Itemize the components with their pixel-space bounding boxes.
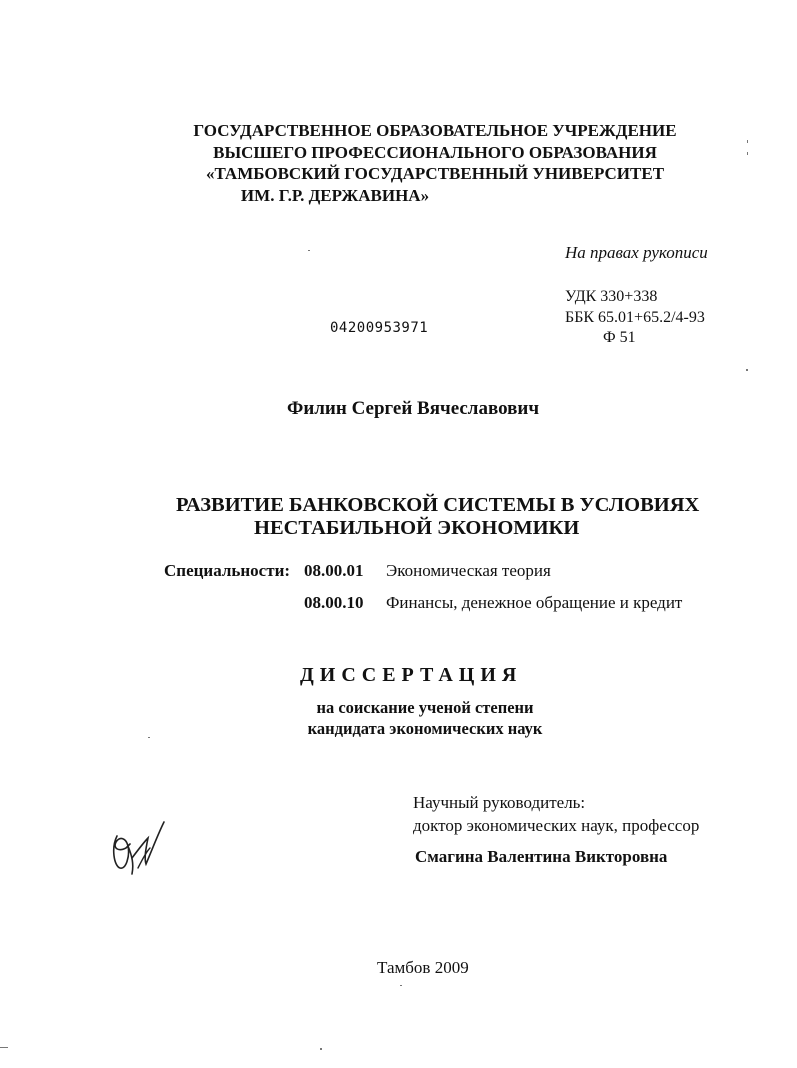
scan-speck — [746, 369, 748, 371]
advisor-label: Научный руководитель: — [413, 793, 586, 812]
institution-header — [0, 120, 797, 206]
institution-line-1: ГОСУДАРСТВЕННОЕ ОБРАЗОВАТЕЛЬНОЕ УЧРЕЖДЕНИЕ — [193, 121, 677, 140]
rights-note: На правах рукописи — [565, 243, 708, 262]
scan-speck — [747, 140, 748, 143]
institution-line-4: ИМ. Г.Р. ДЕРЖАВИНА» — [240, 185, 430, 205]
title-line-1: РАЗВИТИЕ БАНКОВСКОЙ СИСТЕМЫ В УСЛОВИЯХ — [176, 494, 700, 516]
degree-line-2: кандидата экономических наук — [307, 719, 543, 738]
advisor-title: доктор экономических наук, профессор — [413, 816, 700, 835]
scan-speck — [308, 250, 310, 251]
scan-speck — [148, 737, 150, 738]
document-type: ДИССЕРТАЦИЯ — [300, 664, 523, 686]
author-mark: Ф 51 — [603, 329, 636, 346]
dissertation-title — [176, 494, 699, 540]
specialty-code-1: 08.00.01 — [304, 561, 364, 580]
handwritten-signature — [108, 818, 168, 878]
author-name: Филин Сергей Вячеславович — [287, 398, 540, 419]
scan-speck — [747, 152, 748, 155]
institution-line-2: ВЫСШЕГО ПРОФЕССИОНАЛЬНОГО ОБРАЗОВАНИЯ — [213, 142, 657, 162]
degree-line-1: на соискание ученой степени — [316, 698, 534, 717]
degree-sought — [0, 697, 797, 739]
title-line-2: НЕСТАБИЛЬНОЙ ЭКОНОМИКИ — [254, 517, 580, 539]
institution-line-3: «ТАМБОВСКИЙ ГОСУДАРСТВЕННЫЙ УНИВЕРСИТЕТ — [205, 164, 665, 183]
inventory-number: 04200953971 — [330, 320, 429, 336]
specialty-code-2: 08.00.10 — [304, 593, 364, 612]
scan-speck — [0, 1047, 8, 1048]
advisor-name: Смагина Валентина Викторовна — [415, 847, 668, 866]
udk-code: УДК 330+338 — [565, 288, 658, 305]
specialties-label: Специальности: — [164, 561, 291, 580]
specialty-name-1: Экономическая теория — [386, 561, 551, 580]
bbk-code: ББК 65.01+65.2/4-93 — [565, 308, 705, 326]
scan-speck — [320, 1048, 322, 1050]
specialty-name-2: Финансы, денежное обращение и кредит — [386, 593, 683, 612]
city-year: Тамбов 2009 — [377, 958, 469, 977]
classification-codes — [565, 287, 705, 349]
scan-speck — [400, 985, 402, 986]
